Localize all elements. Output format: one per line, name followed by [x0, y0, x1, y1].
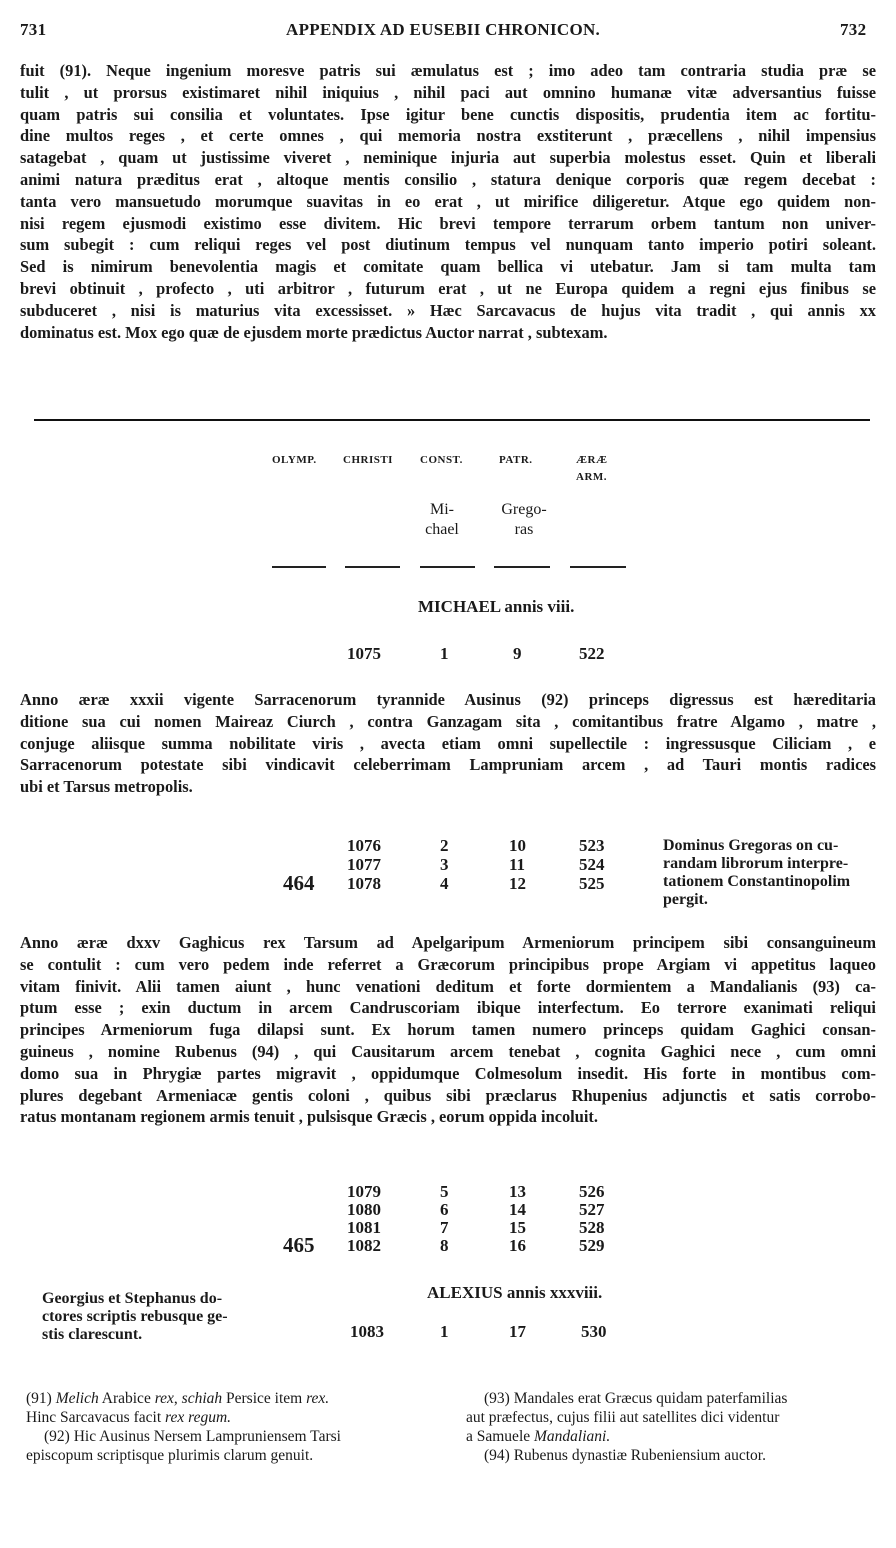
note-line: Georgius et Stephanus do- [42, 1290, 223, 1307]
text-line: fuit (91). Neque ingenium moresve patris sui æmulatus est ; imo adeo tam contraria studia præ se [20, 61, 876, 80]
note-line: randam librorum interpre- [663, 855, 849, 872]
const-name-line: Mi- [430, 501, 454, 518]
year-christi: 1076 [347, 836, 381, 855]
footnote-93: (93) Mandales erat Græcus quidam paterfamilias [484, 1390, 788, 1407]
margin-note-georgius [42, 1290, 228, 1344]
running-title: APPENDIX AD EUSEBII CHRONICON. [286, 20, 601, 39]
text-line: Anno æræ dxxv Gaghicus rex Tarsum ad Apelgaripum Armeniorum principem sibi consanguineum [20, 933, 876, 952]
page-number-right: 732 [840, 20, 867, 39]
text-line: plures degebant Armeniacæ gentis coloni , quibus sibi præclarus Rhupenius adjunctis et satis corrobo- [20, 1085, 876, 1105]
year-aera: 526 [579, 1182, 605, 1201]
page-number-left: 731 [20, 20, 47, 39]
column-rule [272, 566, 326, 568]
year-christi: 1082 [347, 1236, 381, 1255]
text-line: se contulit : cum vero pedem inde referret a Græcorum principibus prope Argiam vi appetitus laqueo [20, 954, 876, 974]
column-header-const: CONST. [420, 454, 463, 466]
footnote-93-cont: aut præfectus, cujus filii aut satellites dici videntur [466, 1409, 780, 1426]
patr-name-line: ras [514, 521, 534, 538]
year-const: 3 [440, 855, 449, 874]
reign-heading-michael: MICHAEL annis viii. [418, 597, 575, 616]
year-const: 2 [440, 836, 449, 855]
column-rule [420, 566, 475, 568]
footnote-text: (91) [26, 1390, 56, 1407]
note-line: ctores scriptis rebusque ge- [42, 1308, 228, 1325]
year-patr: 13 [509, 1182, 526, 1201]
year-aera: 530 [581, 1322, 607, 1341]
footnote-92-cont: episcopum scriptisque plurimis clarum genuit. [26, 1447, 314, 1464]
reign-heading-alexius: ALEXIUS annis xxxviii. [427, 1283, 603, 1302]
text-line: conjuge aliisque summa nobilitate viris , avecta etiam omni supellectile : ingressusque Ciliciam , e [20, 733, 876, 753]
text-line: vitam finivit. Alii tamen aiunt , hunc venationi deditum et forte dormientem a Mandalianis (93) ca- [20, 976, 876, 996]
year-const: 8 [440, 1236, 449, 1255]
note-line: stis clarescunt. [42, 1326, 143, 1343]
paragraph-gaghicus [20, 932, 876, 1128]
note-line: tationem Constantinopolim [663, 873, 851, 890]
year-aera: 525 [579, 874, 605, 893]
patr-name [492, 500, 556, 540]
column-rule [345, 566, 400, 568]
footnote-93-cont2 [466, 1427, 787, 1446]
footnote-91-cont [26, 1408, 341, 1427]
patr-name-line: Grego- [501, 501, 547, 518]
year-patr: 9 [513, 644, 522, 663]
const-name [414, 500, 470, 540]
note-line: Dominus Gregoras on cu- [663, 837, 839, 854]
text-line: quam patris sui consilia et voluntates. Ipse igitur bene cunctis dispositis, prudentia item ac fortitu- [20, 104, 876, 124]
footnote-text: , [173, 1390, 182, 1407]
text-line: dine multos reges , et certe omnes , qui memoria nostra exstiterunt , præcellens , nihil impensius [20, 126, 876, 146]
year-christi: 1083 [350, 1322, 384, 1341]
text-line: ratus montanam regionem armis tenuit , pulsisque Græcis , eorum oppida incoluit. [20, 1107, 598, 1127]
text-line: ubi et Tarsus metropolis. [20, 777, 193, 797]
footnote-94: (94) Rubenus dynastiæ Rubeniensium auctor. [484, 1447, 766, 1464]
column-header-christi: CHRISTI [343, 454, 393, 466]
footnote-91 [26, 1389, 341, 1408]
text-line: satagebat , quam ut justissime viveret , neminique injuria aut superbia molestus esset. Quin et liberali [20, 148, 876, 168]
year-christi: 1078 [347, 874, 381, 893]
year-christi: 1075 [347, 644, 381, 663]
year-christi: 1079 [347, 1182, 381, 1201]
text-line: sum subegit : cum reliqui reges vel post diutinum tempus vel nunquam tanto imperio potiri soleant. [20, 235, 876, 255]
year-const: 5 [440, 1182, 449, 1201]
section-divider [34, 419, 870, 421]
const-name-line: chael [425, 521, 459, 538]
text-line: dominatus est. Mox ego quæ de ejusdem morte prædictus Auctor narrat , subtexam. [20, 322, 608, 342]
year-const: 7 [440, 1218, 449, 1237]
year-christi: 1077 [347, 855, 381, 874]
text-line: ptum esse ; exin ductum in arcem Candruscoriam ibique interfectum. Eo terrore exanimati reliqui [20, 998, 876, 1018]
footnotes-right [466, 1389, 787, 1465]
year-aera: 523 [579, 836, 605, 855]
top-paragraph [20, 60, 876, 343]
margin-note-gregoras [663, 837, 850, 909]
text-line: tulit , ut prorsus existimaret nihil iniquius , nihil paci aut omnino humanæ vitæ adversantius fuisse [20, 82, 876, 102]
text-line: nisi regem ejusmodi existimo esse divitem. Hic brevi tempore terrarum orbem tantum non univer- [20, 213, 876, 233]
paragraph-ausinus [20, 689, 876, 798]
text-line: principes Armeniorum fuga dilapsi sunt. Ex horum tamen numero princeps quidam Gaghici consan- [20, 1020, 876, 1040]
year-const: 1 [440, 1322, 449, 1341]
footnote-text: rex [154, 1390, 174, 1407]
text-line: Sarracenorum potestate sibi vindicavit celeberrimam Lampruniam arcem , ad Tauri montis radices [20, 755, 876, 775]
year-patr: 10 [509, 836, 526, 855]
column-header-aera-arm: ÆRÆ ARM. [576, 454, 608, 483]
footnote-text: rex. [306, 1390, 330, 1407]
year-patr: 14 [509, 1200, 526, 1219]
year-const: 6 [440, 1200, 449, 1219]
year-aera: 528 [579, 1218, 605, 1237]
year-aera: 529 [579, 1236, 605, 1255]
footnote-text: a Samuele [466, 1428, 535, 1445]
text-line: guineus , nomine Rubenus (94) , qui Causitarum arcem tenebat , cognita Gaghici nece , cum omni [20, 1041, 876, 1061]
footnote-text: Melich [55, 1390, 99, 1407]
footnote-text: schiah [181, 1390, 223, 1407]
text-line: Anno æræ xxxii vigente Sarracenorum tyrannide Ausinus (92) princeps digressus est hæreditaria [20, 690, 876, 709]
olympiad-number: 465 [283, 1233, 315, 1257]
text-line: tanta vero mansuetudo morumque suavitas in eo erat , ut mirifice diligeretur. Atque ego quidem non- [20, 191, 876, 211]
footnote-text: Arabice [98, 1390, 155, 1407]
footnote-text: Persice item [222, 1390, 307, 1407]
column-header-patr: PATR. [499, 454, 533, 466]
year-christi: 1080 [347, 1200, 381, 1219]
year-aera: 527 [579, 1200, 605, 1219]
text-line: animi natura præditus erat , altoque mentis consilio , statura denique corporis quæ regem decebat : [20, 169, 876, 189]
olympiad-number: 464 [283, 871, 315, 895]
text-line: brevi obtinuit , profecto , uti arbitror , futurum erat , ut ne Europa quidem a regni ejus finibus se [20, 278, 876, 298]
year-aera: 524 [579, 855, 605, 874]
year-patr: 15 [509, 1218, 526, 1237]
year-patr: 11 [509, 855, 526, 874]
year-christi: 1081 [347, 1218, 381, 1237]
column-rule [494, 566, 550, 568]
footnote-92: (92) Hic Ausinus Nersem Lampruniensem Tarsi [44, 1428, 341, 1445]
column-rule [570, 566, 626, 568]
year-patr: 17 [509, 1322, 526, 1341]
year-aera: 522 [579, 644, 605, 663]
text-line: Sed is nimirum benevolentia magis et comitate quam bellica vi utebatur. Jam si tam multa tam [20, 257, 876, 277]
footnotes-left [26, 1389, 341, 1465]
footnote-text: Hinc Sarcavacus facit [26, 1409, 166, 1426]
text-line: domo sua in Phrygiæ partes migravit , oppidumque Colmesolum insedit. His forte in montibus com- [20, 1063, 876, 1083]
text-line: subduceret , nisi is maturius vita excessisset. » Hæc Sarcavacus de hujus vita tradit , qui annis xx [20, 300, 876, 320]
year-const: 1 [440, 644, 449, 663]
text-line: ditione sua cui nomen Maireaz Ciurch , contra Ganzagam sita , comitantibus fratre Algamo , matre , [20, 711, 876, 731]
year-patr: 16 [509, 1236, 526, 1255]
column-header-olymp: OLYMP. [272, 454, 317, 466]
note-line: pergit. [663, 891, 708, 908]
year-const: 4 [440, 874, 449, 893]
footnote-text: Mandaliani. [534, 1428, 611, 1445]
year-patr: 12 [509, 874, 526, 893]
footnote-text: rex regum. [165, 1409, 232, 1426]
